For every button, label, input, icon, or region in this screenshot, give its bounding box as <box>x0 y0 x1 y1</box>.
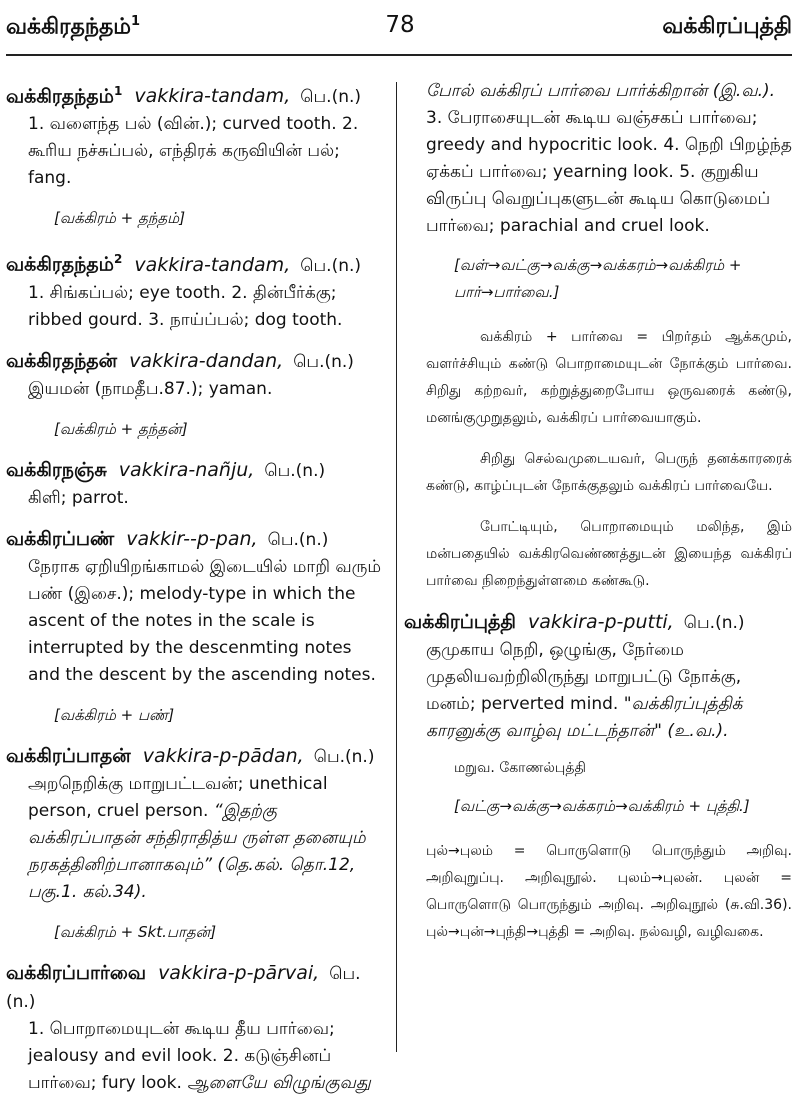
headword: வக்கிரப்புத்தி <box>404 611 516 633</box>
explanatory-note: புல்→புலம் = பொருளொடு பொருந்தும் அறிவு. அறிவுறுப்பு. அறிவுநூல். புலம்→புலன். புலன் = பொருளொடு பொருந்தும் அறிவு. அறிவுநூல் (சு.வி.36). புல்→புன்→புந்தி→புத்தி = அறிவு. நல்வழி, வழிவகை. <box>426 843 792 940</box>
definition <box>404 637 792 745</box>
transliteration: vakkira-p-putti, <box>528 611 674 633</box>
entry-vakkira-p-putti <box>404 609 792 946</box>
entry-vakkira-tandam-1 <box>6 78 388 230</box>
definition: கிளி; parrot. <box>28 487 129 508</box>
part-of-speech: பெ.(n.) <box>6 963 361 1012</box>
definition-text: அறநெறிக்கு மாறுபட்டவன்; unethical person, cruel person. <box>28 773 328 821</box>
citation-quote: ஆளையே விழுங்குவது <box>187 1072 371 1093</box>
entry-vakkira-nanju <box>6 457 388 512</box>
part-of-speech: பெ.(n.) <box>267 529 329 550</box>
transliteration: vakkira-p-pādan, <box>142 744 304 767</box>
explanatory-note: சிறிது செல்வமுடையவர், பெருந் தனக்காரரைக் கண்டு, காழ்ப்புடன் நோக்குதலும் வக்கிரப் பார்வையே. <box>426 451 792 494</box>
part-of-speech: பெ.(n.) <box>313 746 375 767</box>
headword: வக்கிரப்பாதன் <box>6 744 131 767</box>
entry-vakkira-dandan <box>6 348 388 441</box>
headword-line <box>6 526 388 554</box>
definition: இயமன் (நாமதீப.87.); yaman. <box>28 378 273 399</box>
page-number: 78 <box>385 12 415 38</box>
definition-continued <box>404 78 792 240</box>
part-of-speech: பெ.(n.) <box>683 613 745 633</box>
etymology: [வக்கிரம் + Skt.பாதன்] <box>54 922 217 941</box>
column-divider <box>396 82 397 1052</box>
entry-vakkira-p-parvai-continued <box>404 78 792 595</box>
headword-line <box>6 78 388 111</box>
part-of-speech: பெ.(n.) <box>300 87 362 108</box>
headword-line <box>404 609 792 637</box>
etymology: [வக்கிரம் + தந்தம்] <box>54 209 186 228</box>
citation-quote: போல் வக்கிரப் பார்வை பார்க்கிறான் (இ.வ.). <box>426 81 776 101</box>
headword: வக்கிரதந்தம் <box>6 85 114 108</box>
transliteration: vakkira-tandam, <box>134 85 291 108</box>
etymology: [வக்கிரம் + தந்தன்] <box>54 419 188 438</box>
headword-line <box>6 960 388 1016</box>
part-of-speech: பெ.(n.) <box>264 460 326 481</box>
entry-vakkira-p-parvai <box>6 960 388 1097</box>
entry-vakkira-p-padan <box>6 743 388 944</box>
headword-line <box>6 348 388 376</box>
entry-vakkira-tandam-2 <box>6 246 388 333</box>
header-left-guideword: வக்கிரதந்தம்$^1$ <box>6 14 141 40</box>
transliteration: vakkir--p-pan, <box>126 527 258 550</box>
page-header <box>0 0 800 58</box>
etymology: [வள்→வட்கு→வக்கு→வக்கரம்→வக்கிரம் + பார்→பார்வை.] <box>454 256 742 301</box>
definition-text: 1. பொறாமையுடன் கூடிய தீய பார்வை; jealousy and evil look. 2. கடுஞ்சினப் பார்வை; fury look. <box>28 1018 335 1093</box>
header-rule <box>6 54 792 56</box>
part-of-speech: பெ.(n.) <box>293 351 354 372</box>
explanatory-note: போட்டியும், பொறாமையும் மலிந்த, இம் மன்பதையில் வக்கிரவெண்ணத்துடன் இயைந்த வக்கிரப் பார்வை நிறைந்துள்ளமை கண்கூடு. <box>426 519 792 589</box>
definition-text: 3. பேராசையுடன் கூடிய வஞ்சகப் பார்வை; greedy and hypocritic look. 4. நெறி பிறழ்ந்த ஏக்கப் பார்வை; yearning look. 5. குறுகிய விருப்பு வெறுப்புகளுடன் கூடிய கொடுமைப் பார்வை; parachial and cruel look. <box>426 108 792 236</box>
synonym-line: மறுவ. கோணல்புத்தி <box>454 760 586 776</box>
header-right-guideword: வக்கிரப்புத்தி <box>662 14 792 39</box>
headword: வக்கிரதந்தம் <box>6 253 114 276</box>
headword: வக்கிரப்பண் <box>6 527 115 550</box>
entry-vakkira-p-pan <box>6 526 388 727</box>
left-column <box>6 78 388 1111</box>
headword-line <box>6 246 388 279</box>
headword: வக்கிரப்பார்வை <box>6 961 147 984</box>
etymology: [வக்கிரம் + பண்] <box>54 705 175 724</box>
definition-text: குமுகாய நெறி, ஒழுங்கு, நேர்மை முதலியவற்றிலிருந்து மாறுபட்டு நோக்கு, மனம்; perverted mind. <box>426 640 742 714</box>
definition: 1. வளைந்த பல் (வின்.); curved tooth. 2. கூரிய நச்சுப்பல், எந்திரக் கருவியின் பல்; fang. <box>28 114 359 189</box>
citation-quote: "வக்கிரப்புத்திக் காரனுக்கு வாழ்வு மட்டந்தான்" (உ.வ.). <box>426 694 743 741</box>
headword: வக்கிரதந்தன் <box>6 349 118 372</box>
headword-line <box>6 743 388 771</box>
etymology: [வட்கு→வக்கு→வக்கரம்→வக்கிரம் + புத்தி.] <box>454 797 750 815</box>
part-of-speech: பெ.(n.) <box>300 255 362 276</box>
homonym-number: 1 <box>113 84 123 98</box>
definition: நேராக ஏறியிறங்காமல் இடையில் மாறி வரும் பண் (இசை.); melody-type in which the ascent of the notes in the scale is interrupted by the descenmting notes and the descent by the ascending notes. <box>28 556 382 685</box>
headword-line <box>6 457 388 485</box>
homonym-number: 2 <box>113 252 123 267</box>
definition: 1. சிங்கப்பல்; eye tooth. 2. தின்பீர்க்கு; ribbed gourd. 3. நாய்ப்பல்; dog tooth. <box>28 282 343 330</box>
definition <box>6 1016 388 1097</box>
citation-quote: “இதற்கு வக்கிரப்பாதன் சந்திராதித்ய ருள்ள தனையும் நரகத்தினிற்பானாகவும்” (தெ.கல். தொ.12, பகு.1. கல்.34). <box>28 800 366 902</box>
transliteration: vakkira-tandam, <box>134 253 291 276</box>
right-column <box>404 78 792 960</box>
definition <box>6 771 388 906</box>
explanatory-note: வக்கிரம் + பார்வை = பிறர்தம் ஆக்கமும், வளர்ச்சியும் கண்டு பொறாமையுடன் நோக்கும் பார்வை. சிறிது கற்றவர், கற்றுத்துறைபோய ஒருவரைக் கண்டு, மனங்குமுறுதலும், வக்கிரப் பார்வையாகும். <box>426 329 792 426</box>
headword: வக்கிரநஞ்சு <box>6 458 107 481</box>
transliteration: vakkira-nañju, <box>118 458 255 481</box>
transliteration: vakkira-p-pārvai, <box>158 961 320 984</box>
transliteration: vakkira-dandan, <box>129 349 284 372</box>
